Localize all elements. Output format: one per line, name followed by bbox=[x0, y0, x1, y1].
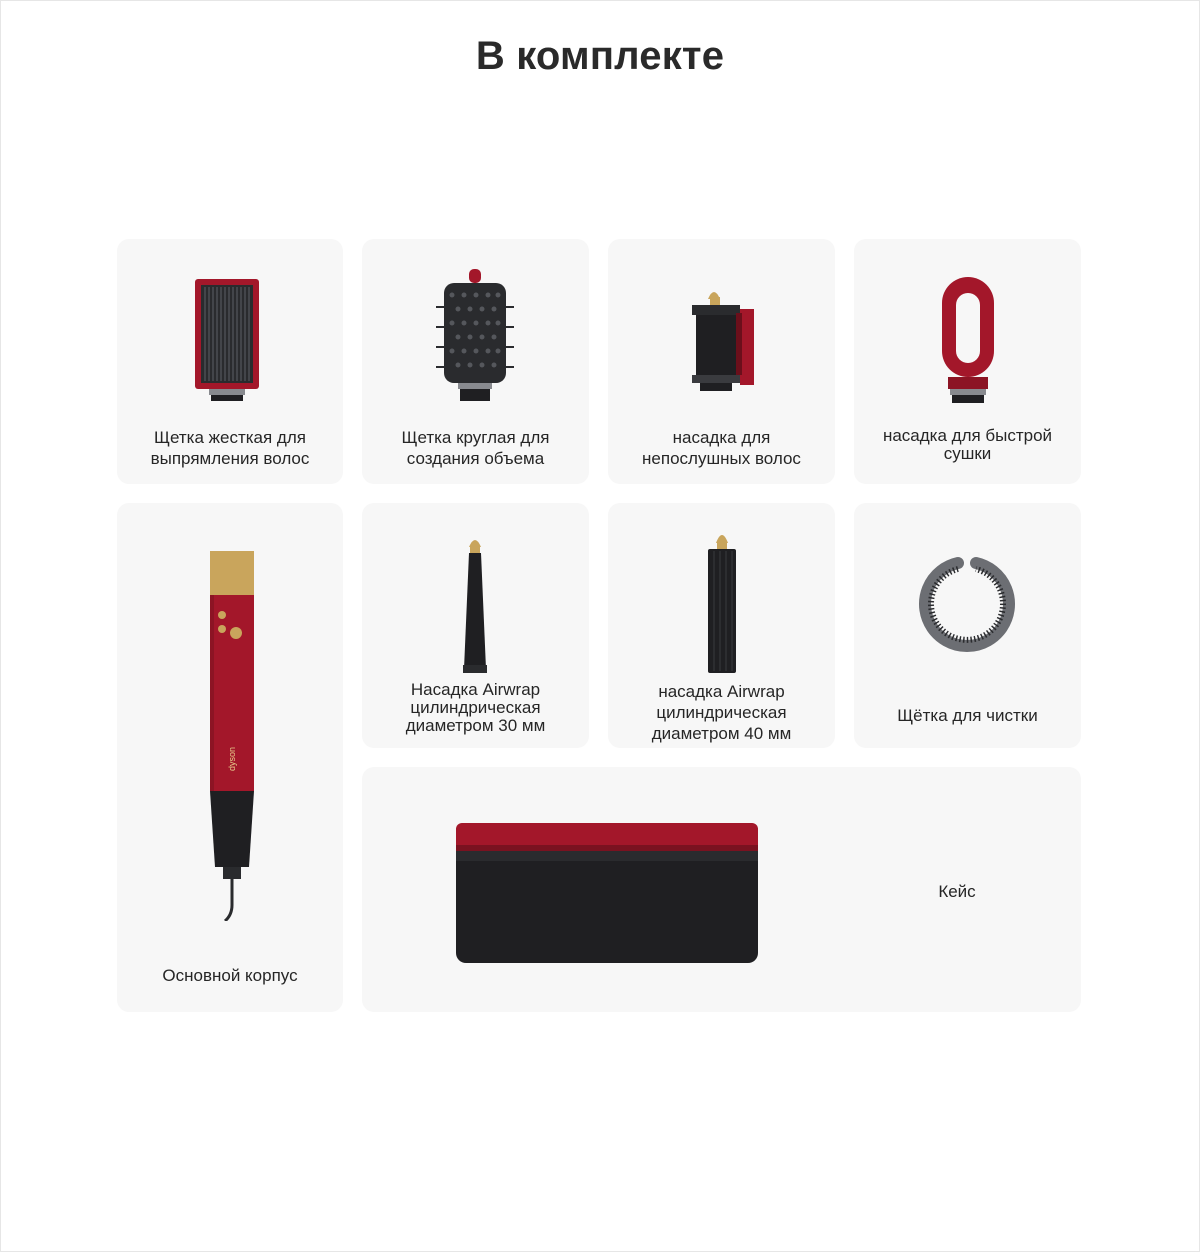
item-label: насадка для непослушных волос bbox=[642, 428, 801, 468]
item-card-styler-body bbox=[117, 503, 343, 1012]
straightening-brush-icon bbox=[187, 275, 273, 407]
item-card-fast-dryer bbox=[854, 239, 1081, 484]
item-label: насадка для быстрой сушки bbox=[882, 426, 1053, 463]
item-label: Основной корпус bbox=[162, 966, 298, 985]
item-label: насадка Airwrap цилиндрическая диаметром 40 мм bbox=[651, 682, 792, 743]
storage-case-icon bbox=[454, 821, 760, 967]
cleaning-brush-icon bbox=[910, 553, 1024, 653]
item-card-straightening-brush bbox=[117, 239, 343, 484]
item-card-cleaning-brush bbox=[854, 503, 1081, 748]
item-label: Щетка жесткая для выпрямления волос bbox=[150, 428, 310, 468]
round-volume-brush-icon bbox=[432, 267, 518, 407]
item-label: Щётка для чистки bbox=[897, 706, 1038, 725]
barrel-30mm-icon bbox=[460, 533, 490, 675]
page-title: В комплекте bbox=[475, 34, 725, 78]
barrel-40mm-icon bbox=[704, 527, 740, 677]
smoothing-dryer-attachment-icon bbox=[686, 283, 760, 395]
item-label: Кейс bbox=[938, 882, 976, 901]
item-card-storage-case bbox=[362, 767, 1081, 1012]
styler-body-icon bbox=[205, 549, 259, 921]
item-card-barrel-30 bbox=[362, 503, 589, 748]
item-card-smoothing-attachment bbox=[608, 239, 835, 484]
item-label: Насадка Airwrap цилиндрическая диаметром 30 мм bbox=[405, 680, 546, 735]
svg-text:dyson: dyson bbox=[227, 746, 237, 771]
item-label: Щетка круглая для создания объема bbox=[401, 428, 550, 468]
item-card-barrel-40 bbox=[608, 503, 835, 748]
item-card-round-brush bbox=[362, 239, 589, 484]
fast-dryer-attachment-icon bbox=[938, 273, 998, 405]
